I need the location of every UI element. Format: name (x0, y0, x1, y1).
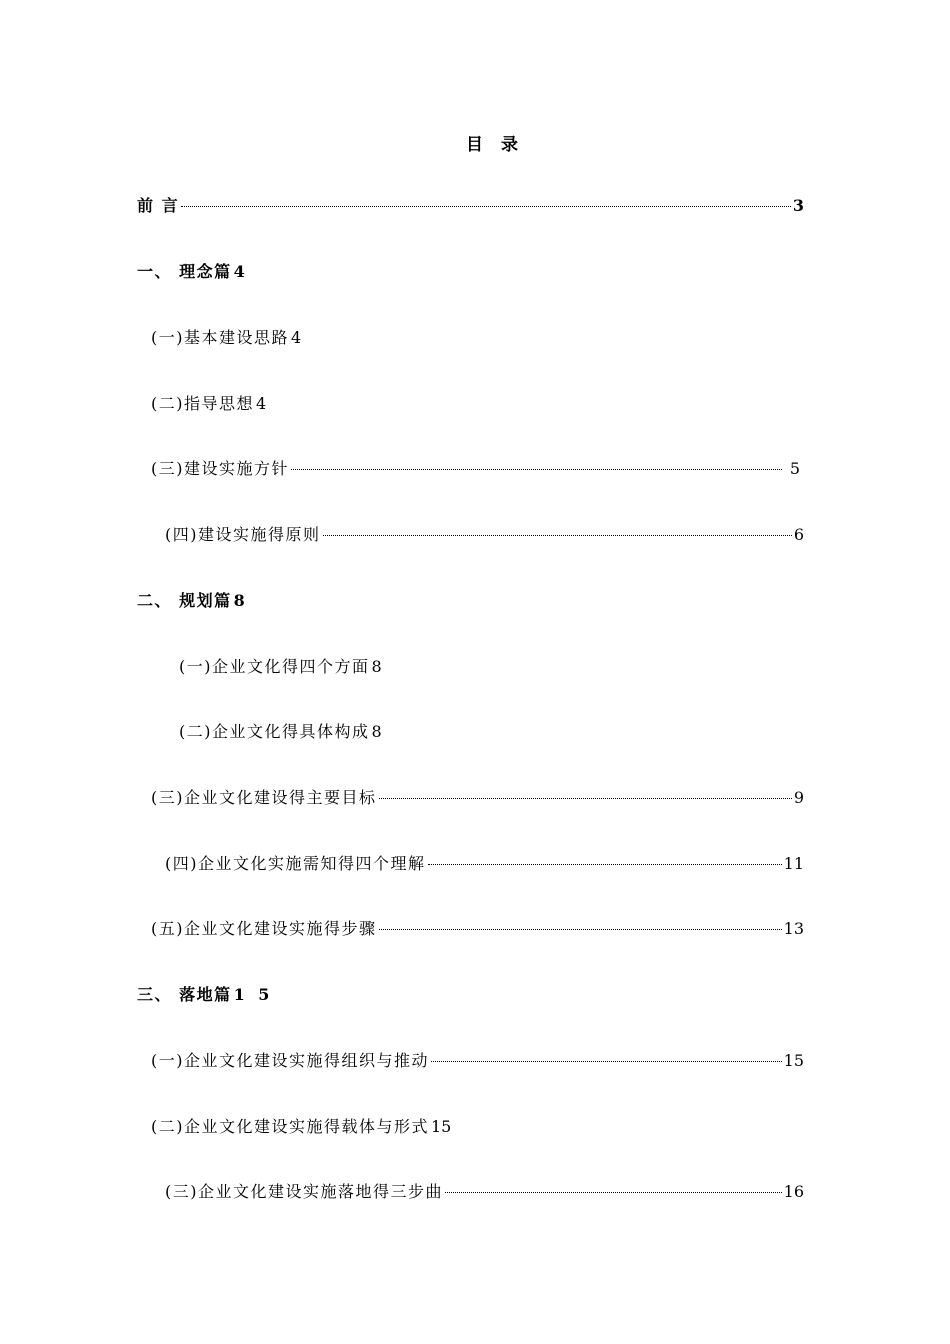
toc-page-number: 15 (431, 1117, 452, 1136)
toc-section-philosophy[interactable] (137, 261, 245, 283)
toc-page-number: 4 (233, 262, 245, 281)
toc-entry-label: (二)企业文化建设实施得载体与形式 (151, 1117, 429, 1136)
toc-dot-leader (445, 1192, 782, 1193)
toc-entry-composition[interactable] (179, 721, 382, 743)
toc-entry-guiding-thought[interactable] (151, 393, 266, 415)
toc-entry-main-goals[interactable] (151, 787, 804, 809)
toc-entry-four-understandings[interactable] (165, 853, 804, 875)
toc-dot-leader (431, 1061, 782, 1062)
toc-page-number: 1 5 (233, 985, 274, 1004)
toc-page-number: 9 (793, 788, 804, 807)
toc-entry-label: 前 言 (137, 196, 180, 215)
toc-entry-label: (三)企业文化建设得主要目标 (151, 788, 377, 807)
toc-entry-label: (二)企业文化得具体构成 (179, 722, 370, 741)
toc-entry-principles[interactable] (165, 524, 804, 546)
toc-dot-leader (291, 469, 782, 470)
toc-entry-label: (四)建设实施得原则 (165, 525, 321, 544)
toc-entry-label: 二、 规划篇 (137, 591, 232, 610)
toc-title: 目 录 (466, 135, 524, 155)
toc-entry-label: (四)企业文化实施需知得四个理解 (165, 854, 426, 873)
toc-entry-organization[interactable] (151, 1050, 804, 1072)
toc-page-number: 8 (371, 722, 382, 741)
toc-entry-label: (一)基本建设思路 (151, 328, 289, 347)
toc-dot-leader (428, 864, 782, 865)
toc-entry-label: (三)企业文化建设实施落地得三步曲 (165, 1182, 443, 1201)
toc-page-number: 15 (783, 1051, 804, 1070)
toc-entry-label: 一、 理念篇 (137, 262, 232, 281)
toc-entry-preface[interactable] (137, 195, 804, 217)
toc-page-number: 4 (256, 394, 267, 413)
toc-dot-leader (323, 535, 792, 536)
toc-dot-leader (181, 206, 791, 207)
toc-section-implementation[interactable] (137, 984, 273, 1006)
toc-page-number: 5 (789, 459, 800, 478)
toc-dot-leader (379, 929, 782, 930)
toc-entry-steps[interactable] (151, 918, 804, 940)
toc-entry-basic-approach[interactable] (151, 327, 301, 349)
toc-entry-three-steps[interactable] (165, 1181, 804, 1203)
toc-entry-label: (三)建设实施方针 (151, 459, 289, 478)
toc-entry-label: (二)指导思想 (151, 394, 254, 413)
toc-page-number: 6 (793, 525, 804, 544)
toc-dot-leader (379, 798, 792, 799)
toc-page-number: 3 (792, 196, 804, 215)
toc-page-number: 8 (371, 657, 382, 676)
toc-entry-label: (五)企业文化建设实施得步骤 (151, 919, 377, 938)
toc-entry-carriers-forms[interactable] (151, 1116, 451, 1138)
toc-entry-four-aspects[interactable] (179, 656, 382, 678)
toc-entry-label: (一)企业文化得四个方面 (179, 657, 370, 676)
toc-entry-label: (一)企业文化建设实施得组织与推动 (151, 1051, 429, 1070)
toc-page-number: 4 (291, 328, 302, 347)
toc-page-number: 16 (783, 1182, 804, 1201)
toc-page-number: 8 (233, 591, 245, 610)
toc-section-planning[interactable] (137, 590, 245, 612)
toc-page-number: 13 (783, 919, 804, 938)
toc-entry-implementation-policy[interactable] (151, 458, 800, 480)
toc-entry-label: 三、 落地篇 (137, 985, 232, 1004)
toc-page-number: 11 (783, 854, 804, 873)
